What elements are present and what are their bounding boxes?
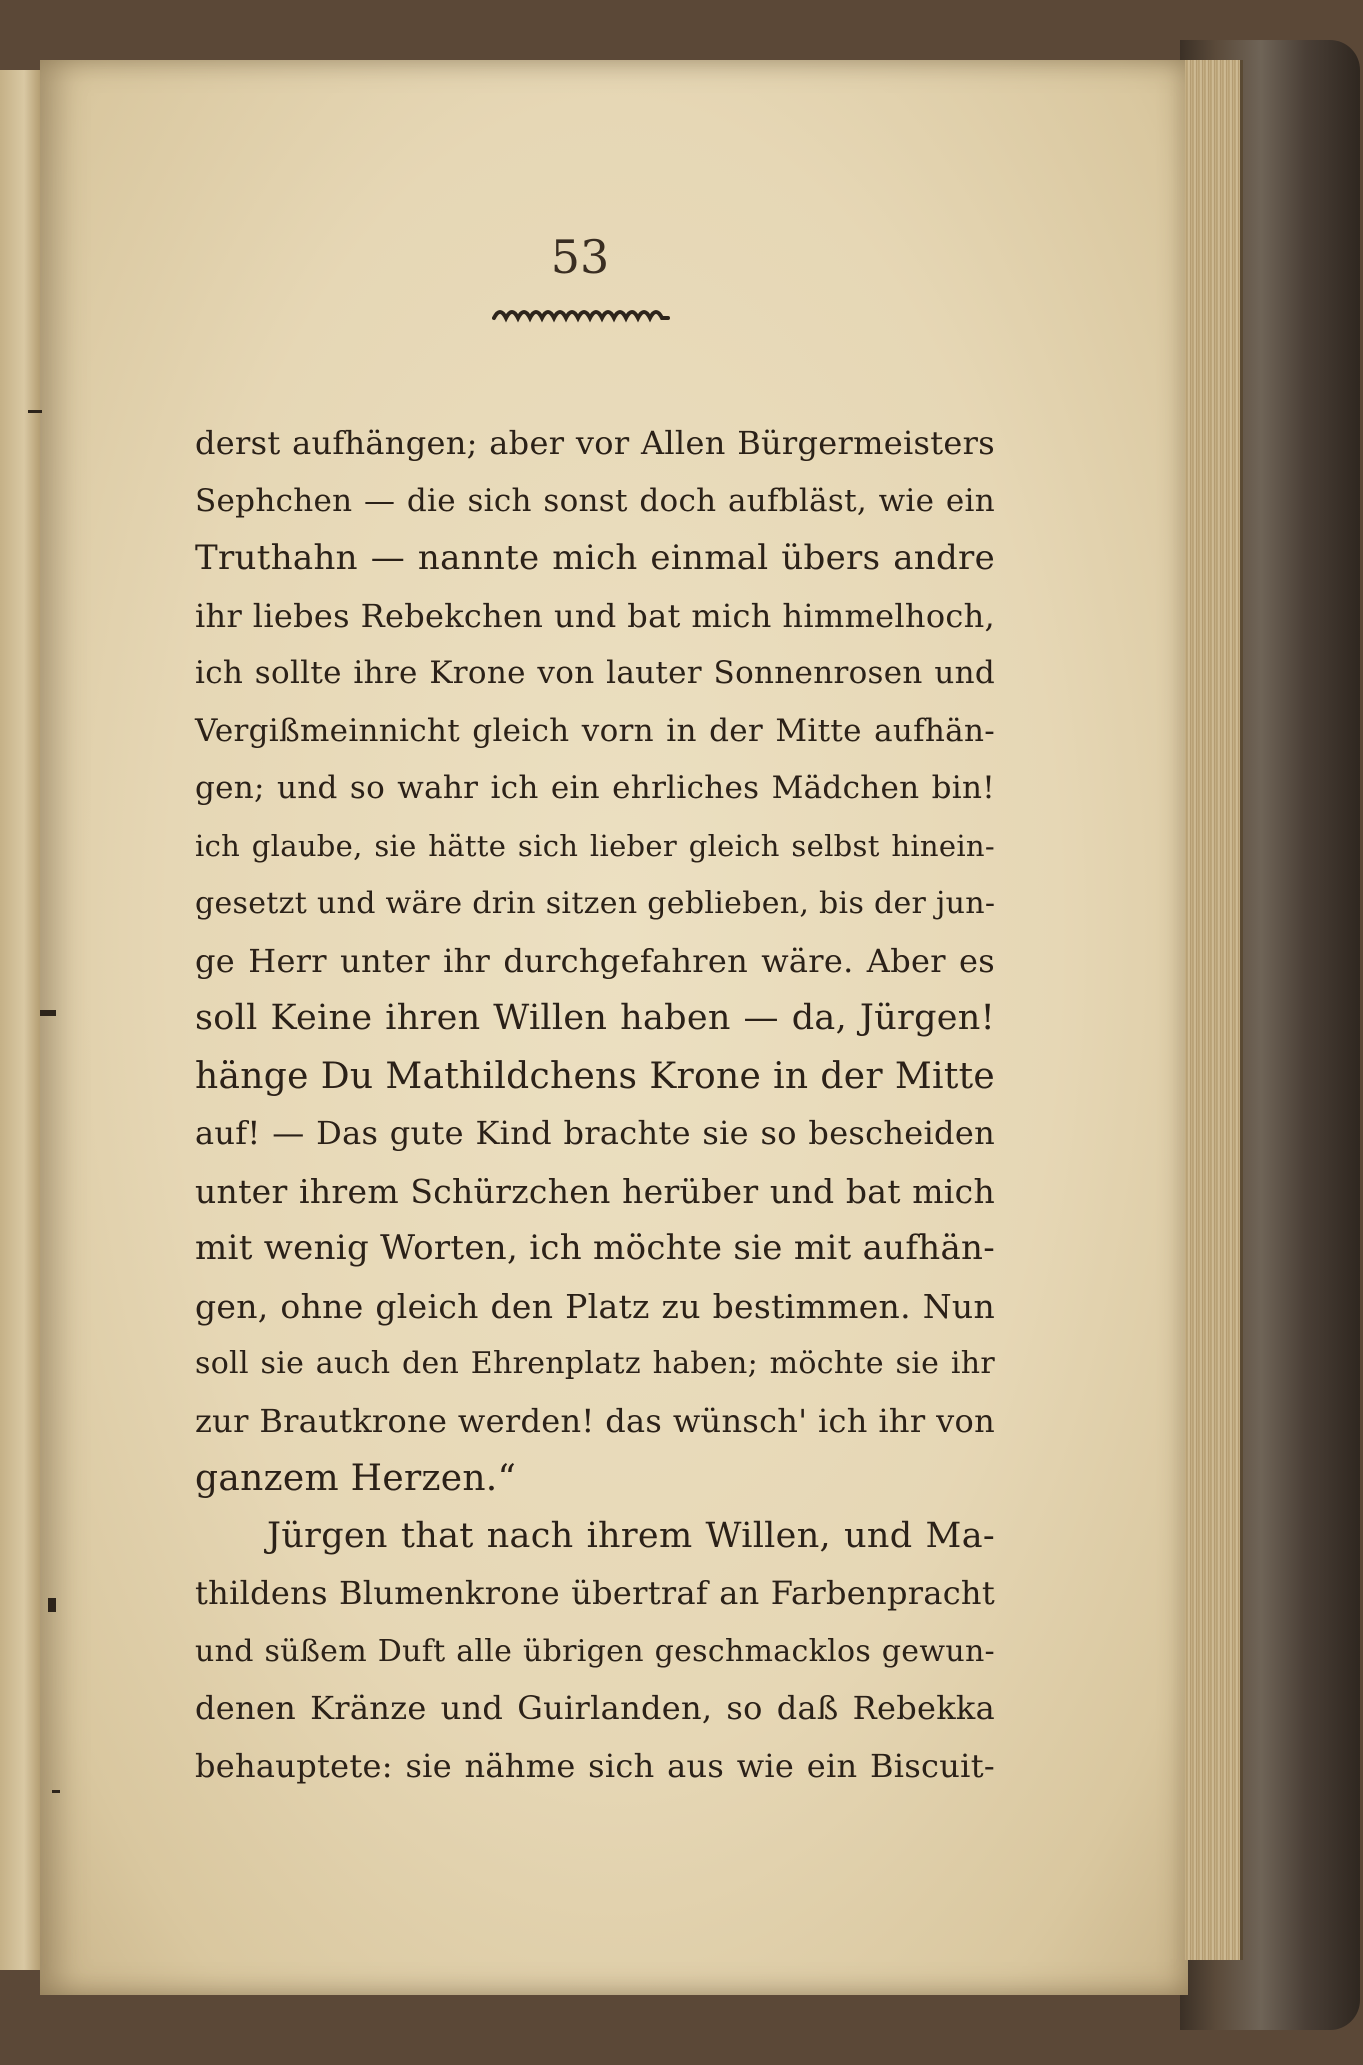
ornament-divider-icon <box>492 298 672 328</box>
left-page-edge <box>0 70 40 1970</box>
margin-mark <box>52 1790 60 1793</box>
text-line: auf! — Das gute Kind brachte sie so bescheiden <box>195 1114 995 1152</box>
text-line: soll sie auch den Ehrenplatz haben; möchte sie ihr <box>195 1346 995 1381</box>
text-line: zur Brautkrone werden! das wünsch' ich ihr von <box>195 1401 995 1440</box>
text-line: ge Herr unter ihr durchgefahren wäre. Aber es <box>195 941 995 980</box>
text-line: Sephchen — die sich sonst doch aufbläst, wie ein <box>195 482 995 519</box>
page-number: 53 <box>550 230 610 284</box>
book-page <box>40 60 1188 1995</box>
text-line: denen Kränze und Guirlanden, so daß Rebekka <box>195 1689 995 1727</box>
text-line: derst aufhängen; aber vor Allen Bürgermeisters <box>195 424 995 462</box>
margin-mark <box>40 1010 56 1016</box>
body-text <box>195 415 995 1795</box>
text-line: ihr liebes Rebekchen und bat mich himmelhoch, <box>195 596 995 635</box>
text-line: unter ihrem Schürzchen herüber und bat mich <box>195 1171 995 1211</box>
text-line: Jürgen that nach ihrem Willen, und Ma- <box>267 1515 995 1556</box>
text-line: gen; und so wahr ich ein ehrliches Mädchen bin! <box>195 770 995 806</box>
text-line: thildens Blumenkrone übertraf an Farbenpracht <box>195 1574 995 1612</box>
text-line: gesetzt und wäre drin sitzen geblieben, bis der jun- <box>195 886 996 921</box>
margin-mark <box>28 410 42 413</box>
text-line: mit wenig Worten, ich möchte sie mit aufhän- <box>195 1228 996 1268</box>
text-line: hänge Du Mathildchens Krone in der Mitte <box>195 1055 995 1097</box>
margin-mark <box>48 1598 56 1612</box>
text-line: ganzem Herzen.“ <box>195 1458 517 1499</box>
text-line: behauptete: sie nähme sich aus wie ein Biscuit- <box>195 1746 995 1785</box>
text-line: soll Keine ihren Willen haben — da, Jürgen! <box>195 998 995 1038</box>
text-line: ich sollte ihre Krone von lauter Sonnenrosen und <box>195 655 995 691</box>
page-edges <box>1185 60 1243 1960</box>
text-line: Truthahn — nannte mich einmal übers andre <box>195 538 995 578</box>
text-line: gen, ohne gleich den Platz zu bestimmen. Nun <box>195 1286 995 1326</box>
text-line: ich glaube, sie hätte sich lieber gleich selbst hinein- <box>195 828 995 863</box>
text-line: und süßem Duft alle übrigen geschmacklos gewun- <box>195 1633 995 1669</box>
text-line: Vergißmeinnicht gleich vorn in der Mitte aufhän- <box>195 712 995 749</box>
